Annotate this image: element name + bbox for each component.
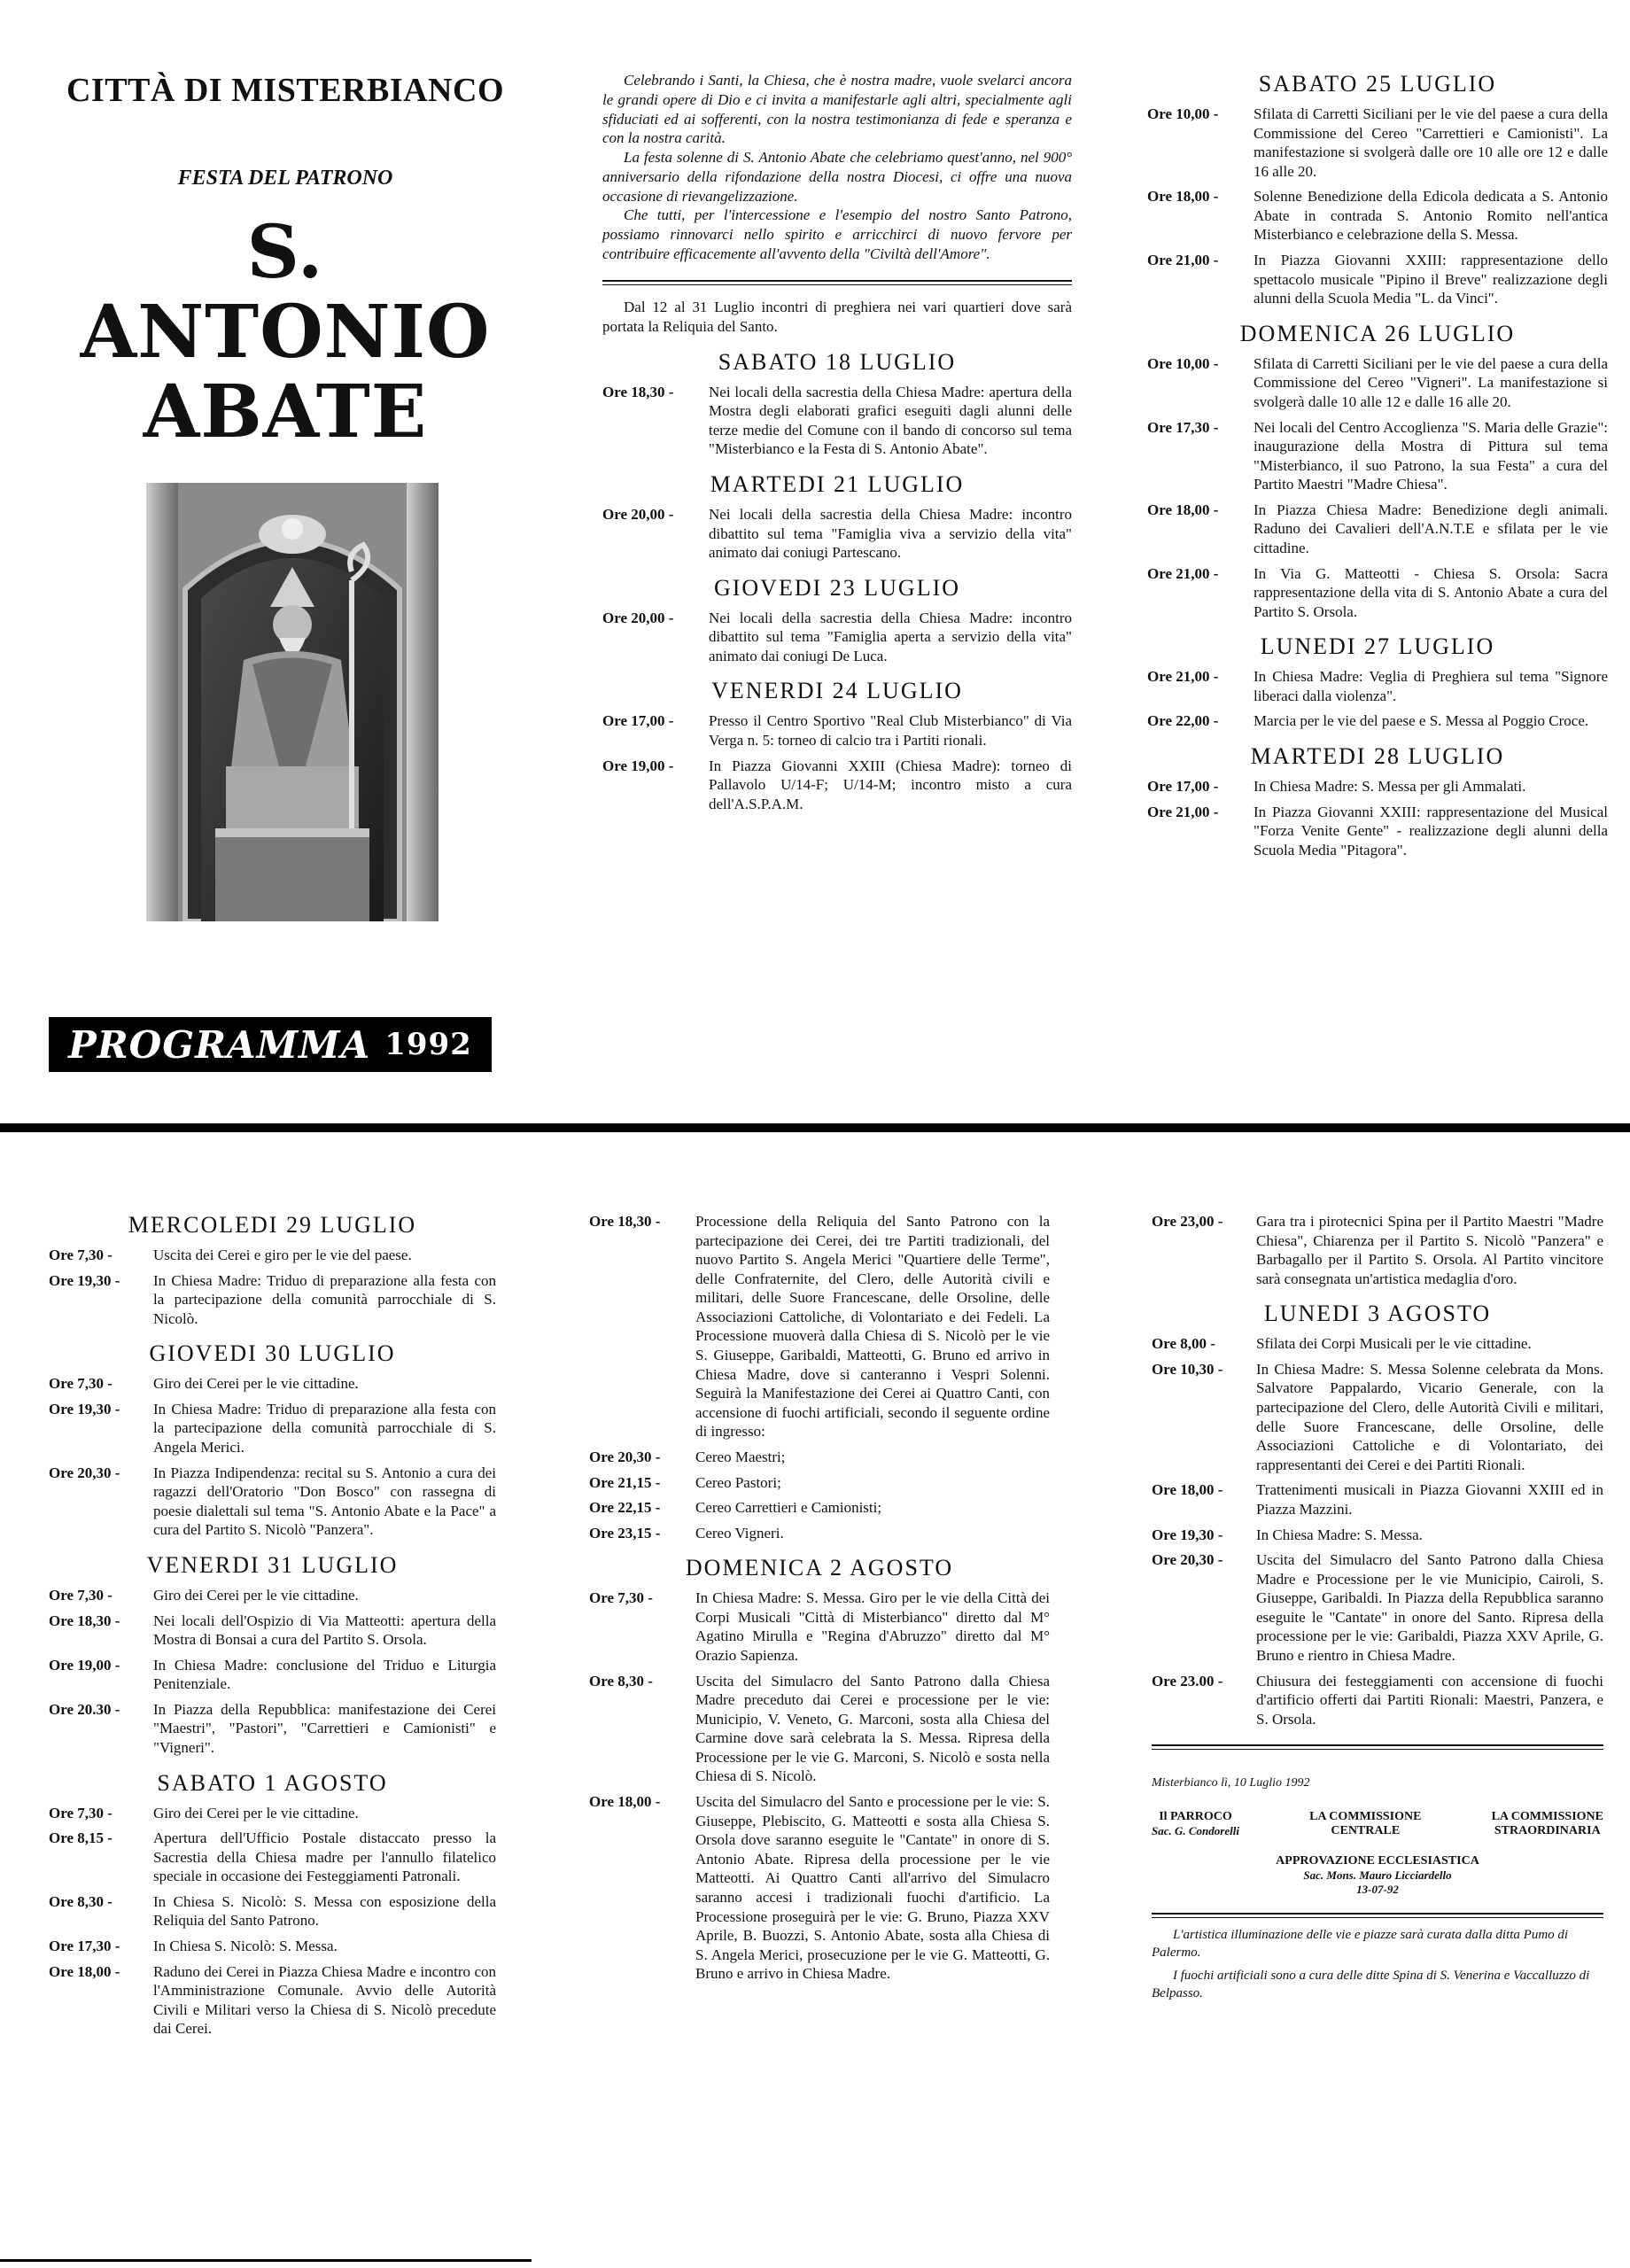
event-row [1147,501,1608,558]
panel-6 [1152,1212,1603,2008]
event-time: Ore 20,30 - [1152,1551,1223,1569]
panel-4 [49,1212,496,2045]
event-time: Ore 7,30 - [49,1804,113,1821]
event-time: Ore 8,15 - [49,1829,113,1847]
event-time: Ore 10,00 - [1147,105,1219,122]
event-text: Processione della Reliquia del Santo Patrono con la partecipazione dei Cerei, dei tre Partiti tradizionali, del nuovo Partito S. Angela Merici "Quartiere delle Terme", delle Confraternite, del Clero, delle Autorità civili e militari, delle Suore Francescane, delle Orsoline, delle Associazioni Cattoliche, di Volontariato e dei Fedeli. La Processione muoverà dalla Chiesa di S. Nicolò per le vie S. Giuseppe, Garibaldi, Matteotti, G. Bruno ed arrivo in Chiesa Madre, dove si canteranno i Vespri Solenni. Seguirà la Manifestazione dei Cerei ai Quattro Canti, con accensione di fuochi artificiali, secondo il seguente ordine di ingresso: [695,1213,1050,1441]
event-row [1147,187,1608,245]
day-title: MERCOLEDI 29 LUGLIO [128,1212,417,1238]
day-title: SABATO 1 AGOSTO [157,1769,388,1796]
event-row [49,1656,496,1694]
event-text: In Piazza della Repubblica: manifestazione dei Cerei "Maestri", "Pastori", "Carrettieri e Camionisti" e "Vigneri". [153,1700,496,1756]
event-row [589,1524,1050,1543]
event-time: Ore 19,30 - [1152,1526,1223,1543]
event-row [602,711,1072,750]
event-time: Ore 22,00 - [1147,712,1219,730]
event-row [49,1374,496,1394]
event-text: Cereo Vigneri. [695,1524,784,1542]
event-time: Ore 18,30 - [589,1213,661,1230]
event-row [49,1804,496,1823]
day-title: SABATO 25 LUGLIO [1258,71,1497,97]
double-rule [1152,1744,1603,1750]
event-row [49,1700,496,1758]
saint-statue-image [146,483,439,921]
programma-year: 1992 [384,1027,472,1062]
event-text: Uscita del Simulacro del Santo e processione per le vie: S. Giuseppe, Plebiscito, G. Matteotti e sosta alla Chiesa S. Orsola dove saranno eseguite le "Cantate" in onore di S. Antonio Abate. Ripresa della processione per le vie Matteotti. Ai Quattro Canti all'arrivo del Simulacro saranno accesi i tradizionali fuochi d'artificio. La Processione proseguirà per le vie: G. Bruno, Piazza XXV Aprile, B. Buozzi, S. Antonio Abate, sosta alla Chiesa di S. Angela Merici, prosecuzione per le vie G. Matteotti, G. Bruno e arrivo in Chiesa Madre. [695,1793,1050,1983]
event-row [1147,711,1608,731]
event-row [1147,251,1608,308]
day-title: SABATO 18 LUGLIO [718,348,957,375]
event-row [589,1672,1050,1786]
event-text: Presso il Centro Sportivo "Real Club Misterbianco" di Via Verga n. 5: torneo di calcio tra i Partiti rionali. [709,712,1072,750]
day-title: LUNEDI 3 AGOSTO [1263,1301,1492,1327]
event-text: Apertura dell'Ufficio Postale distaccato presso la Sacrestia della Chiesa madre per l'annullo filatelico speciale in occasione dei Festeggiamenti Patronali. [153,1829,496,1885]
day-title: VENERDI 24 LUGLIO [711,678,963,704]
event-row [602,505,1072,563]
event-time: Ore 20,30 - [589,1448,661,1465]
event-text: In Chiesa Madre: S. Messa per gli Ammalati. [1254,778,1526,796]
day-title: GIOVEDI 30 LUGLIO [149,1340,396,1367]
day-block [602,678,1072,813]
saint-title-line-2: ABATE [143,369,428,455]
event-row [1152,1480,1603,1518]
event-text: In Chiesa Madre: S. Messa. Giro per le vie della Città dei Corpi Musicali "Città di Misterbianco" diretto dal M° Agatino Mirulla e "Regina d'Abruzzo" diretto dal M° Orazio Sapienza. [695,1589,1050,1664]
signatory-commissione-centrale [1309,1810,1421,1838]
event-time: Ore 21,00 - [1147,803,1219,820]
day-title: LUNEDI 27 LUGLIO [1260,633,1495,660]
festa-subtitle: FESTA DEL PATRONO [177,167,393,190]
event-row [602,609,1072,666]
event-text: Raduno dei Cerei in Piazza Chiesa Madre e incontro con l'Amministrazione Comunale. Avvio delle Autorità Civili e Militari verso la Chiesa di S. Nicolò precedute dai Cerei. [153,1962,496,2038]
event-text: In Piazza Giovanni XXIII (Chiesa Madre): torneo di Pallavolo U/14-F; U/14-M; incontro misto a cura dell'A.S.P.A.M. [709,757,1072,812]
signatory-title: STRAORDINARIA [1494,1824,1601,1838]
event-row [49,1829,496,1886]
event-time: Ore 19,00 - [49,1656,120,1674]
lighting-note: L'artistica illuminazione delle vie e piazze sarà curata dalla ditta Pumo di Palermo. [1152,1928,1569,1961]
event-row [1147,105,1608,181]
event-time: Ore 10,00 - [1147,354,1219,372]
event-text: Sfilata di Carretti Siciliani per le vie del paese a cura della Commissione del Cereo "Vigneri". La manifestazione si svolgerà dalle 10 alle 12 e dalle 16 alle 20. [1254,354,1608,410]
event-row [589,1588,1050,1665]
event-row [1147,667,1608,705]
event-time: Ore 21,00 - [1147,564,1219,582]
day-block [1147,633,1608,731]
event-text: Cereo Maestri; [695,1448,786,1465]
event-row [602,383,1072,459]
signatories [1152,1810,1603,1838]
panel-3 [1147,71,1608,866]
saint-title-line-1: S. ANTONIO [80,210,491,376]
event-time: Ore 18,00 - [589,1793,661,1811]
day-block [602,471,1072,563]
event-time: Ore 19,30 - [49,1400,120,1418]
event-time: Ore 20.30 - [49,1700,120,1718]
ecclesiastical-approval [1152,1854,1603,1897]
event-time: Ore 21,15 - [589,1473,661,1491]
city-title: CITTÀ DI MISTERBIANCO [66,72,505,109]
event-row [49,1464,496,1540]
intro-paragraph: La festa solenne di S. Antonio Abate che celebriamo quest'anno, nel 900° anniversario della rifondazione della nostra Diocesi, ci offre una nuova occasione di rievangelizzazione. [602,149,1072,205]
day-block [49,1552,496,1758]
day-title: MARTEDI 28 LUGLIO [1250,743,1505,770]
signatory-commissione-straordinaria [1492,1810,1603,1838]
event-text: In Piazza Giovanni XXIII: rappresentazione del Musical "Forza Venite Gente" - realizzazione degli alunni della Scuola Media "Pitagora". [1254,803,1608,858]
event-text: Sfilata dei Corpi Musicali per le vie cittadine. [1256,1335,1532,1353]
event-time: Ore 22,15 - [589,1499,661,1517]
event-time: Ore 7,30 - [49,1375,113,1393]
event-text: Nei locali dell'Ospizio di Via Matteotti: apertura della Mostra di Bonsai a cura del Partito S. Orsola. [153,1612,496,1649]
signatory-title: LA COMMISSIONE [1491,1810,1603,1824]
event-time: Ore 7,30 - [589,1589,653,1607]
event-text: Uscita dei Cerei e giro per le vie del paese. [153,1247,412,1263]
signatory-parroco [1152,1810,1239,1838]
event-time: Ore 7,30 - [49,1247,113,1263]
event-time: Ore 21,00 - [1147,668,1219,686]
event-text: In Chiesa S. Nicolò: S. Messa. [153,1938,338,1955]
event-time: Ore 7,30 - [49,1586,113,1604]
day-title: DOMENICA 26 LUGLIO [1239,320,1516,346]
event-row [1152,1212,1603,1288]
event-text: Trattenimenti musicali in Piazza Giovanni XXIII ed in Piazza Mazzini. [1256,1481,1603,1518]
event-text: In Chiesa Madre: S. Messa Solenne celebrata da Mons. Salvatore Pappalardo, Vicario Generale, con la partecipazione del Clero, delle Autorità Civili e militari, delle Suore Francescane, delle Orsoline, delle Associazioni Cattoliche e di Volontariato, dei rappresentanti dei Cerei e dei Partiti Rionali. [1256,1360,1603,1473]
event-text: In Via G. Matteotti - Chiesa S. Orsola: Sacra rappresentazione della vita di S. Antonio Abate a cura del Partito S. Orsola. [1254,564,1608,620]
day-block [1147,743,1608,859]
signatory-title: Il PARROCO [1159,1810,1232,1824]
intro-text [602,71,1072,264]
day-block [589,1555,1050,1984]
brochure-outer-side [0,0,1630,1125]
prayer-note: Dal 12 al 31 Luglio incontri di preghiera nei vari quartieri dove sarà portata la Reliquia del Santo. [602,298,1072,335]
event-row [1152,1672,1603,1729]
event-row [49,1892,496,1930]
programma-label: PROGRAMMA [68,1022,371,1067]
event-row [589,1792,1050,1984]
event-time: Ore 17,00 - [602,712,674,730]
event-row [589,1498,1050,1518]
event-time: Ore 18,30 - [602,383,674,400]
event-text: Cereo Carrettieri e Camionisti; [695,1499,882,1517]
event-text: Sfilata di Carretti Siciliani per le vie del paese a cura della Commissione del Cereo "Carrettieri e Camionisti". La manifestazione si svolgerà dalle ore 10 alle ore 12 e dalle 16 alle 20. [1254,105,1608,180]
event-row [1152,1334,1603,1354]
event-text: In Piazza Giovanni XXIII: rappresentazione dello spettacolo musicale "Pipino il Breve" realizzazione degli alunni della Scuola Media "L. da Vinci". [1254,252,1608,307]
event-row [1147,777,1608,796]
day-block [1152,1301,1603,1728]
day-block [602,575,1072,666]
day-title: MARTEDI 21 LUGLIO [710,471,965,497]
event-row [602,757,1072,814]
event-text: In Chiesa S. Nicolò: S. Messa con esposizione della Reliquia del Santo Patrono. [153,1892,496,1930]
event-row [589,1212,1050,1441]
event-time: Ore 8,30 - [49,1892,113,1910]
event-text: Chiusura dei festeggiamenti con accensione di fuochi d'artificio offerti dai Partiti Rionali: Maestri, Panzera, e S. Orsola. [1256,1672,1603,1728]
event-text: In Chiesa Madre: Triduo di preparazione alla festa con la partecipazione della comunità parrocchiale di S. Nicolò. [153,1271,496,1327]
event-text: Nei locali della sacrestia della Chiesa Madre: incontro dibattito sul tema "Famiglia viva a servizio della vita" animato dai coniugi Partescano. [709,506,1072,562]
event-time: Ore 19,00 - [602,757,674,774]
event-text: In Chiesa Madre: conclusione del Triduo e Liturgia Penitenziale. [153,1656,496,1693]
day-block [1147,71,1608,308]
event-time: Ore 18,30 - [49,1612,120,1629]
event-row [49,1246,496,1265]
event-time: Ore 17,30 - [1147,418,1219,436]
event-text: Marcia per le vie del paese e S. Messa al Poggio Croce. [1254,712,1589,730]
signatory-name: Sac. G. Condorelli [1152,1824,1239,1838]
event-text: Cereo Pastori; [695,1473,781,1491]
day-block [49,1212,496,1328]
cover-panel [0,0,549,1125]
event-row [49,1271,496,1329]
event-time: Ore 18,00 - [49,1962,120,1980]
signature-date: Misterbianco lì, 10 Luglio 1992 [1152,1776,1310,1790]
double-rule [602,280,1072,285]
event-time: Ore 23,15 - [589,1524,661,1542]
fireworks-note: I fuochi artificiali sono a cura delle ditte Spina di S. Venerina e Vaccalluzzo di Belpasso. [1152,1968,1590,2000]
event-row [49,1612,496,1650]
event-time: Ore 20,00 - [602,609,674,626]
panel-2 [602,71,1072,819]
sheet-divider [0,1123,1630,1132]
event-time: Ore 23.00 - [1152,1672,1223,1689]
event-text: Giro dei Cerei per le vie cittadine. [153,1804,359,1821]
signatory-title: LA COMMISSIONE [1309,1810,1422,1824]
event-text: Nei locali della sacrestia della Chiesa Madre: apertura della Mostra degli elaborati grafici eseguiti dagli alunni delle terze medie del Comune con il bando di concorso sul tema "Misterbianco e la Festa di S. Antonio Abate". [709,383,1072,458]
event-text: Solenne Benedizione della Edicola dedicata a S. Antonio Abate in contrada S. Antonio Romito nell'antica Misterbianco e celebrazione della S. Messa. [1254,188,1608,244]
event-row [49,1937,496,1956]
event-row [1152,1360,1603,1474]
event-text: Nei locali della sacrestia della Chiesa Madre: incontro dibattito sul tema "Famiglia aperta a servizio della vita" animato dai coniugi De Luca. [709,609,1072,664]
event-time: Ore 17,30 - [49,1938,120,1955]
day-title: VENERDI 31 LUGLIO [146,1551,399,1578]
event-row [1147,418,1608,494]
event-time: Ore 20,00 - [602,506,674,523]
event-time: Ore 18,00 - [1152,1481,1223,1499]
event-time: Ore 8,30 - [589,1672,653,1689]
event-text: Uscita del Simulacro del Santo Patrono dalla Chiesa Madre e Processione per le vie Municipio, Cairoli, S. Giuseppe, Garibaldi. In Piazza della Repubblica saranno eseguite le "Cantate" in onore del Santo. Ripresa della processione per le vie: Garibaldi, Piazza XXV Aprile, G. Bruno e rientro in Chiesa Madre. [1256,1551,1603,1664]
event-text: Giro dei Cerei per le vie cittadine. [153,1375,359,1393]
event-text: Giro dei Cerei per le vie cittadine. [153,1586,359,1604]
approval-title: APPROVAZIONE ECCLESIASTICA [1276,1854,1479,1868]
event-time: Ore 21,00 - [1147,252,1219,269]
event-row [49,1586,496,1605]
event-time: Ore 19,30 - [49,1271,120,1289]
double-rule [1152,1913,1603,1918]
event-row [1152,1550,1603,1665]
event-row [1147,803,1608,860]
event-text: Nei locali del Centro Accoglienza "S. Maria delle Grazie": inaugurazione della Mostra di Pittura sul tema "Misterbianco, il suo Patrono, la sua Festa" a cura del Partito Maestri "Madre Chiesa". [1254,418,1608,493]
day-title: DOMENICA 2 AGOSTO [685,1555,954,1581]
intro-paragraph: Che tutti, per l'intercessione e l'esempio del nostro Santo Patrono, possiamo rinnovarci nello spirito e arricchirci di nuovo fervore per contribuire efficacemente all'avvento della "Civiltà dell'Amore". [602,206,1072,262]
event-text: In Piazza Chiesa Madre: Benedizione degli animali. Raduno dei Cavalieri dell'A.N.T.E e sfilata per le vie cittadine. [1254,501,1608,556]
event-text: Gara tra i pirotecnici Spina per il Partito Maestri "Madre Chiesa", Chiarenza per il Partito S. Nicolò "Panzera" e Barbagallo per il Partito S. Orsola. Al Partito vincitore sarà consegnata un'artistica medaglia d'oro. [1256,1213,1603,1287]
event-text: In Chiesa Madre: Veglia di Preghiera sul tema "Signore liberaci dalla violenza". [1254,668,1608,704]
day-block [49,1770,496,2039]
event-time: Ore 18,00 - [1147,188,1219,206]
event-row [589,1448,1050,1467]
event-text: In Chiesa Madre: S. Messa. [1256,1526,1423,1543]
event-row [49,1962,496,2039]
event-row [1147,354,1608,412]
event-time: Ore 23,00 - [1152,1213,1223,1230]
saint-title [55,210,516,455]
event-time: Ore 10,30 - [1152,1360,1223,1378]
event-row [1152,1526,1603,1545]
event-row [589,1473,1050,1493]
event-text: In Piazza Indipendenza: recital su S. Antonio a cura dei ragazzi dell'Oratorio "Don Bosco" con rassegna di poesie dialettali sul tema "S. Antonio Abate e la Pace" a cura del Partito S. Nicolò "Panzera". [153,1464,496,1539]
event-time: Ore 18,00 - [1147,501,1219,518]
approval-name: Sac. Mons. Mauro Licciardello [1303,1868,1452,1883]
event-time: Ore 8,00 - [1152,1335,1215,1353]
approval-date: 13-07-92 [1356,1883,1399,1897]
day-block [602,349,1072,459]
event-time: Ore 17,00 - [1147,778,1219,796]
event-row [49,1400,496,1457]
intro-paragraph: Celebrando i Santi, la Chiesa, che è nostra madre, vuole svelarci ancora le grandi opere di Dio e ci invita a manifestarle agli altri, specialmente agli sfiduciati ed ai sofferenti, con la nostra testimonianza di fede e speranza e con la nostra carità. [602,72,1072,147]
event-time: Ore 20,30 - [49,1464,120,1481]
event-text: In Chiesa Madre: Triduo di preparazione alla festa con la partecipazione della comunità parrocchiale di S. Angela Merici. [153,1400,496,1456]
bottom-rule [0,2259,532,2262]
event-text: Uscita del Simulacro del Santo Patrono dalla Chiesa Madre preceduto dai Cerei e processione per le vie: Municipio, V. Veneto, G. Marconi, sosta alla Chiesa del Carmine dove sarà celebrata la S. Messa. Ripresa della Processione per le vie G. Marconi, S. Nicolò e sosta nella Chiesa di S. Nicolò. [695,1672,1050,1785]
day-block [49,1340,496,1540]
signatory-title: CENTRALE [1331,1824,1401,1838]
day-block [1147,321,1608,622]
day-title: GIOVEDI 23 LUGLIO [713,574,961,601]
programma-banner [49,1017,492,1072]
event-row [1147,564,1608,622]
panel-5 [589,1212,1050,1990]
